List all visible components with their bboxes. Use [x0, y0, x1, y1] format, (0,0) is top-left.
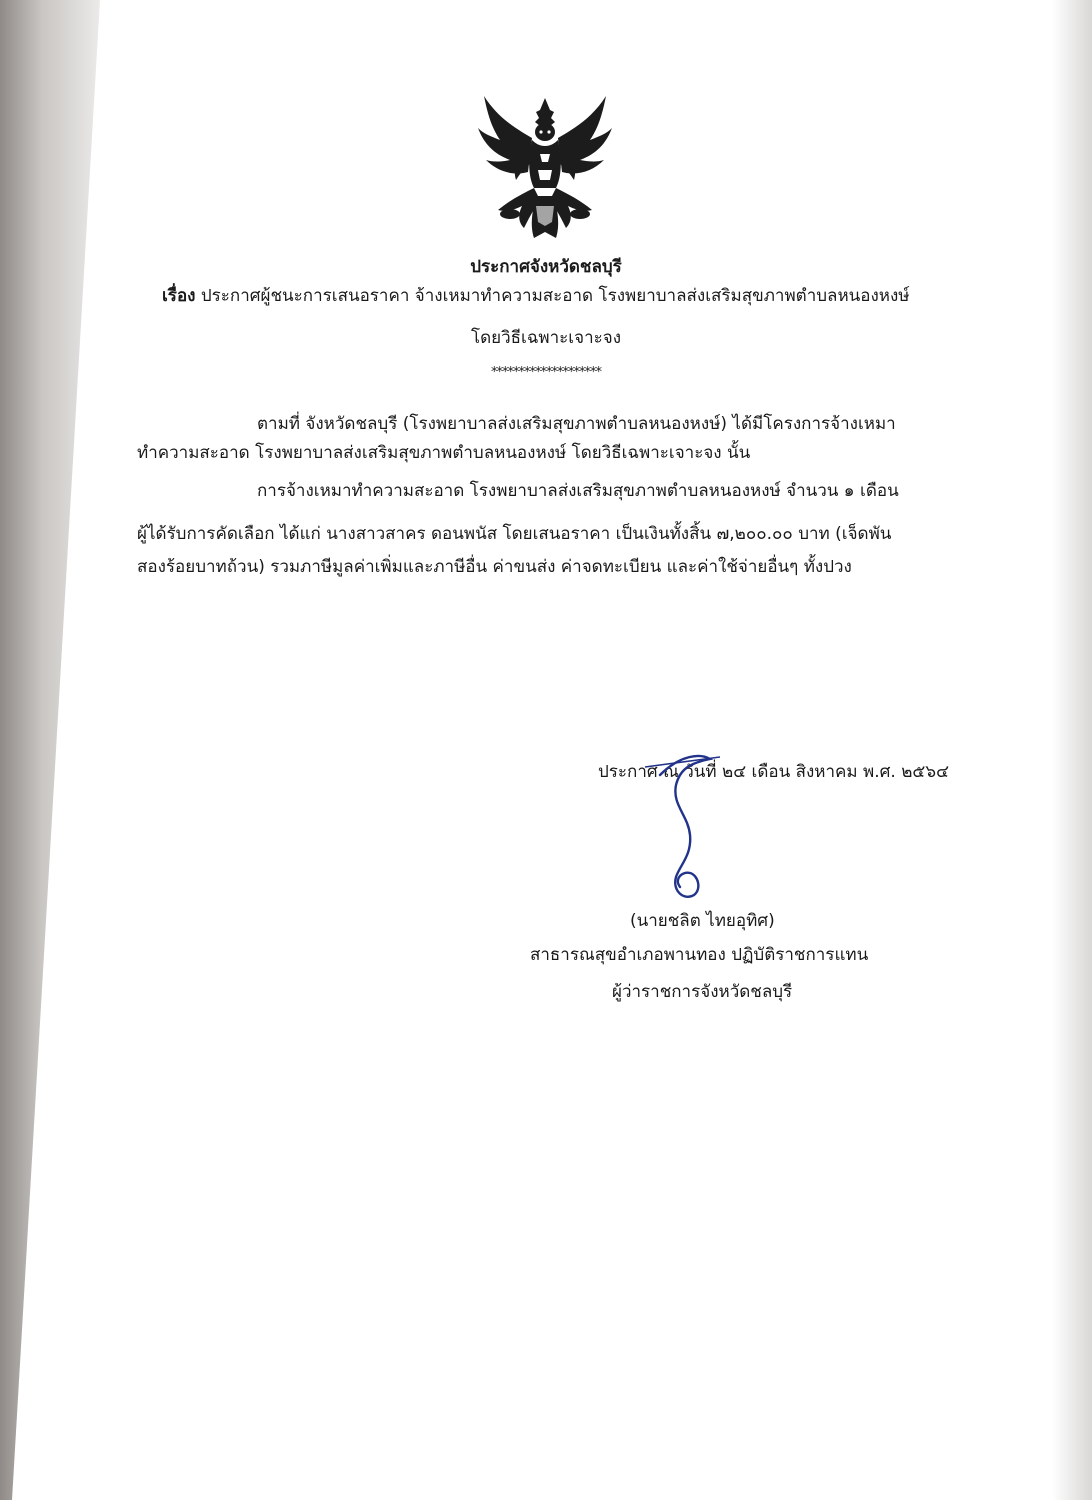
subject-label: เรื่อง — [162, 286, 196, 306]
paragraph-2-line-3: สองร้อยบาทถ้วน) รวมภาษีมูลค่าเพิ่มและภาษีอื่น ค่าขนส่ง ค่าจดทะเบียน และค่าใช้จ่ายอื่นๆ ทั้งปวง — [137, 557, 852, 577]
separator: ******************** — [491, 365, 601, 380]
paragraph-2-line-1: การจ้างเหมาทำความสะอาด โรงพยาบาลส่งเสริมสุขภาพตำบลหนองหงษ์ จำนวน ๑ เดือน — [257, 481, 899, 501]
garuda-emblem-icon — [470, 88, 620, 243]
subject-line — [162, 285, 910, 307]
paragraph-2-line-2: ผู้ได้รับการคัดเลือก ได้แก่ นางสาวสาคร ดอนพนัส โดยเสนอราคา เป็นเงินทั้งสิ้น ๗,๒๐๐.๐๐ บาท (เจ็ดพัน — [137, 524, 892, 544]
handwritten-signature — [640, 745, 730, 905]
signatory-role: ผู้ว่าราชการจังหวัดชลบุรี — [612, 982, 793, 1002]
paragraph-1-line-2: ทำความสะอาด โรงพยาบาลส่งเสริมสุขภาพตำบลหนองหงษ์ โดยวิธีเฉพาะเจาะจง นั้น — [137, 443, 751, 463]
subject-line-continued: โดยวิธีเฉพาะเจาะจง — [470, 328, 622, 348]
announcement-title: ประกาศจังหวัดชลบุรี — [470, 257, 622, 277]
subject-text: ประกาศผู้ชนะการเสนอราคา จ้างเหมาทำความสะอาด โรงพยาบาลส่งเสริมสุขภาพตำบลหนองหงษ์ — [200, 286, 910, 306]
paragraph-1-line-1: ตามที่ จังหวัดชลบุรี (โรงพยาบาลส่งเสริมสุขภาพตำบลหนองหงษ์) ได้มีโครงการจ้างเหมา — [257, 414, 896, 434]
announcement-date: ประกาศ ณ วันที่ ๒๔ เดือน สิงหาคม พ.ศ. ๒๕๖๔ — [598, 762, 949, 782]
signatory-position: สาธารณสุขอำเภอพานทอง ปฏิบัติราชการแทน — [530, 945, 869, 965]
signatory-name: (นายชลิต ไทยอุทิศ) — [630, 911, 775, 931]
